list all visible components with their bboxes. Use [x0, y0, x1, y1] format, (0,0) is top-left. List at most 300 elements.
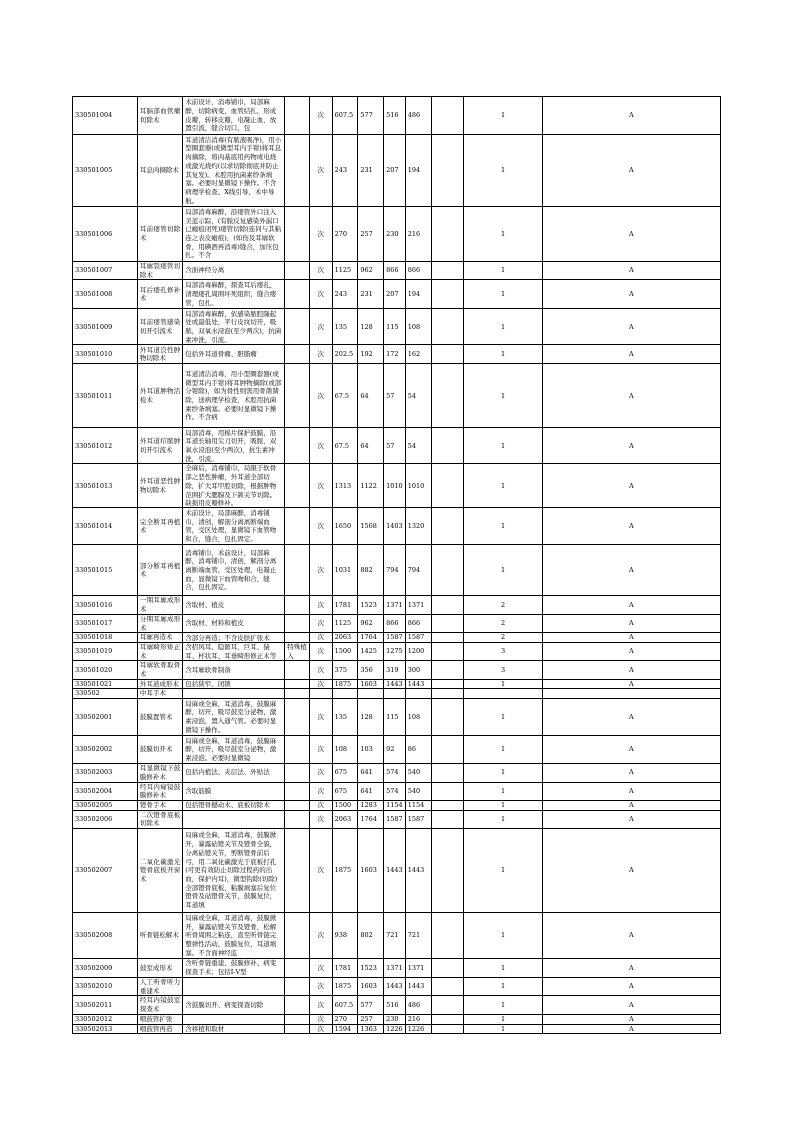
price-level-1: 1031	[332, 545, 358, 596]
item-unit: 次	[309, 829, 332, 913]
item-content	[183, 262, 285, 280]
item-unit: 次	[309, 800, 332, 810]
table-row	[73, 829, 721, 913]
pricing-class: 1	[464, 1014, 542, 1024]
item-exclusion	[285, 345, 310, 364]
item-name: 耳息肉摘除术	[137, 135, 182, 207]
item-content-text: 局部消毒，用棉片保护鼓膜，沿耳道长轴用尖刀切开，吸脓，双氧水浸泡(至少两次)，抗生素冲洗，引流。	[185, 428, 277, 463]
item-category: A	[542, 996, 720, 1014]
pricing-class: 2	[464, 633, 542, 643]
item-exclusion	[285, 782, 310, 800]
pricing-class: 1	[464, 810, 542, 828]
table-row	[73, 996, 721, 1014]
item-code: 330502001	[73, 699, 138, 736]
item-name: 部分断耳再植术	[137, 545, 182, 596]
item-content-text: 包括镫骨撼动术、底板切除术	[185, 801, 270, 810]
pricing-class: 1	[464, 959, 542, 978]
price-level-2: 128	[358, 309, 384, 345]
item-content	[183, 596, 285, 614]
price-level-4: 54	[405, 364, 432, 428]
table-row	[73, 135, 721, 207]
price-level-4: 216	[405, 207, 432, 262]
item-category: A	[542, 978, 720, 996]
item-unit: 次	[309, 978, 332, 996]
blank-cell	[432, 800, 464, 810]
item-name: 耳前瘘管切除术	[137, 207, 182, 262]
item-category: A	[542, 614, 720, 632]
price-level-1: 938	[332, 913, 358, 959]
item-code: 330502007	[73, 829, 138, 913]
price-level-4: 1587	[405, 810, 432, 828]
blank-cell	[432, 689, 464, 699]
price-level-1: 607.5	[332, 996, 358, 1014]
fee-table	[72, 96, 721, 1034]
price-level-4: 1010	[405, 464, 432, 508]
item-category: A	[542, 428, 720, 464]
price-level-4: 1443	[405, 679, 432, 689]
price-level-3: 574	[384, 782, 406, 800]
pricing-class: 1	[464, 736, 542, 764]
item-content	[183, 364, 285, 428]
price-level-2: 1568	[358, 508, 384, 545]
item-content-text: 含鼓膜切开、病变探查切除	[185, 1000, 264, 1009]
item-name: 耳脑部血管瘤切除术	[137, 97, 182, 135]
blank-cell	[432, 736, 464, 764]
price-level-1: 1500	[332, 800, 358, 810]
price-level-1: 270	[332, 207, 358, 262]
item-category: A	[542, 135, 720, 207]
price-level-4: 194	[405, 280, 432, 309]
pricing-class: 1	[464, 782, 542, 800]
item-unit: 次	[309, 309, 332, 345]
item-category: A	[542, 207, 720, 262]
blank-cell	[432, 97, 464, 135]
item-unit: 次	[309, 97, 332, 135]
price-level-4: 866	[405, 262, 432, 280]
price-level-1: 1650	[332, 508, 358, 545]
pricing-class: 2	[464, 614, 542, 632]
price-level-1: 675	[332, 764, 358, 782]
item-content	[183, 545, 285, 596]
item-unit: 次	[309, 464, 332, 508]
pricing-class: 1	[464, 262, 542, 280]
pricing-class: 1	[464, 364, 542, 428]
price-level-1: 67.5	[332, 428, 358, 464]
item-exclusion	[285, 1024, 310, 1034]
table-row	[73, 810, 721, 828]
item-category: A	[542, 1024, 720, 1034]
item-name: 经耳内镜鼓室探查术	[137, 996, 182, 1014]
item-name: 耳廓软骨取骨术	[137, 661, 182, 679]
price-level-4: 1200	[405, 642, 432, 660]
price-level-2: 231	[358, 280, 384, 309]
table-row	[73, 464, 721, 508]
item-content	[183, 699, 285, 736]
item-content-text: 术前设计，消毒铺巾，局部麻醉，切除病变，血管结扎，形成皮瓣，转移皮瓣，电凝止血，放置引流，缝合切口，包	[185, 98, 277, 133]
pricing-class: 1	[464, 135, 542, 207]
item-unit: 次	[309, 508, 332, 545]
pricing-class: 1	[464, 800, 542, 810]
price-level-1: 243	[332, 280, 358, 309]
item-category: A	[542, 508, 720, 545]
item-category	[542, 689, 720, 699]
price-level-4	[405, 689, 432, 699]
item-content	[183, 207, 285, 262]
item-exclusion	[285, 309, 310, 345]
price-level-2: 1764	[358, 633, 384, 643]
item-code: 330502005	[73, 800, 138, 810]
item-exclusion	[285, 596, 310, 614]
price-level-2: 1764	[358, 810, 384, 828]
price-level-1: 1781	[332, 596, 358, 614]
item-exclusion	[285, 679, 310, 689]
price-level-3: 57	[384, 428, 406, 464]
table-row	[73, 207, 721, 262]
item-content-text: 消毒铺巾，术前设计，局部麻醉，消毒铺巾，清创，解剖分离离断端血管，受区处理，电凝止血，显微镜下血管吻和合，缝合，包扎固定。	[185, 548, 277, 592]
blank-cell	[432, 135, 464, 207]
item-exclusion	[285, 428, 310, 464]
price-level-1: 135	[332, 699, 358, 736]
item-content-text: 含移植和取材	[185, 1025, 225, 1033]
price-level-4: 300	[405, 661, 432, 679]
item-content	[183, 633, 285, 643]
price-level-4: 486	[405, 97, 432, 135]
item-unit: 次	[309, 280, 332, 309]
item-exclusion	[285, 508, 310, 545]
price-level-1: 1313	[332, 464, 358, 508]
item-code: 330501014	[73, 508, 138, 545]
table-row	[73, 364, 721, 428]
price-level-1: 375	[332, 661, 358, 679]
pricing-class: 1	[464, 97, 542, 135]
item-unit: 次	[309, 428, 332, 464]
blank-cell	[432, 596, 464, 614]
item-unit: 次	[309, 679, 332, 689]
item-content-text: 局部消毒麻醉，探查耳后瘘孔，清理瘘孔周围坏死组织，缝合瘘管，包扎。	[185, 281, 277, 307]
blank-cell	[432, 913, 464, 959]
item-exclusion	[285, 800, 310, 810]
item-exclusion	[285, 280, 310, 309]
price-level-4: 216	[405, 1014, 432, 1024]
table-row	[73, 614, 721, 632]
item-unit: 次	[309, 810, 332, 828]
item-code: 330501021	[73, 679, 138, 689]
item-exclusion	[285, 633, 310, 643]
price-level-1: 202.5	[332, 345, 358, 364]
item-unit: 次	[309, 661, 332, 679]
item-exclusion	[285, 464, 310, 508]
item-unit: 次	[309, 642, 332, 660]
item-name: 镫骨手术	[137, 800, 182, 810]
price-level-3: 1010	[384, 464, 406, 508]
table-row	[73, 508, 721, 545]
blank-cell	[432, 810, 464, 828]
item-code: 330501012	[73, 428, 138, 464]
price-level-1: 67.5	[332, 364, 358, 428]
item-exclusion	[285, 207, 310, 262]
item-content-text: 含面神经分离	[185, 266, 225, 275]
item-content	[183, 464, 285, 508]
item-name: 耳后瘘孔修补术	[137, 280, 182, 309]
price-level-3: 1403	[384, 508, 406, 545]
item-code: 330501015	[73, 545, 138, 596]
table-row	[73, 782, 721, 800]
price-level-2: 192	[358, 345, 384, 364]
table-row	[73, 545, 721, 596]
item-unit: 次	[309, 364, 332, 428]
blank-cell	[432, 764, 464, 782]
table-row	[73, 800, 721, 810]
price-level-3: 516	[384, 97, 406, 135]
item-content-text: 含取材、植皮	[185, 600, 225, 609]
blank-cell	[432, 996, 464, 1014]
item-content-text: 含部分再造；不含皮肤扩张术	[185, 633, 270, 642]
price-level-4: 866	[405, 614, 432, 632]
pricing-class: 1	[464, 978, 542, 996]
item-code: 330501005	[73, 135, 138, 207]
table-row	[73, 596, 721, 614]
item-name: 外耳道良性肿物切除术	[137, 345, 182, 364]
table-row	[73, 642, 721, 660]
table-row	[73, 280, 721, 309]
item-content-text: 含取筋膜	[185, 786, 212, 795]
price-level-3: 516	[384, 996, 406, 1014]
pricing-class: 1	[464, 545, 542, 596]
item-content	[183, 661, 285, 679]
price-level-3: 230	[384, 1014, 406, 1024]
table-row	[73, 661, 721, 679]
price-level-2: 1523	[358, 596, 384, 614]
table-row	[73, 978, 721, 996]
item-category: A	[542, 800, 720, 810]
price-level-1: 607.5	[332, 97, 358, 135]
price-level-2	[358, 689, 384, 699]
item-content	[183, 642, 285, 660]
pricing-class: 1	[464, 464, 542, 508]
price-level-1: 1125	[332, 262, 358, 280]
price-level-2: 1283	[358, 800, 384, 810]
item-exclusion	[285, 689, 310, 699]
pricing-class: 1	[464, 345, 542, 364]
item-code: 330501006	[73, 207, 138, 262]
price-level-4: 108	[405, 699, 432, 736]
price-level-3: 319	[384, 661, 406, 679]
item-name: 耳廓再造术	[137, 633, 182, 643]
item-content-text: 耳道清洁消毒(有脓液吸净)，用小型圈套器(或微型耳内手钳)将耳息肉摘除，将肉基底用药物或电烧或激光烧灼(以求切除彻底并防止其复发)。术腔用抗菌素纱条填塞。必要时显微镜下操作。不含病理学检查、X线引导、术中导航。	[185, 135, 282, 205]
blank-cell	[432, 614, 464, 632]
pricing-class: 2	[464, 596, 542, 614]
item-name: 咽鼓管扩张	[137, 1014, 182, 1024]
pricing-class	[464, 689, 542, 699]
item-content	[183, 959, 285, 978]
item-unit: 次	[309, 959, 332, 978]
price-level-2: 103	[358, 736, 384, 764]
item-category: A	[542, 642, 720, 660]
item-exclusion	[285, 97, 310, 135]
item-content	[183, 97, 285, 135]
item-content	[183, 800, 285, 810]
item-category: A	[542, 959, 720, 978]
price-level-2: 882	[358, 545, 384, 596]
item-code: 330502012	[73, 1014, 138, 1024]
item-exclusion	[285, 978, 310, 996]
price-level-4: 794	[405, 545, 432, 596]
table-row	[73, 699, 721, 736]
item-name: 外耳道疖脓肿切开引流术	[137, 428, 182, 464]
item-content-text: 局部消毒麻醉，沿瘘管外口注入美蓝示踪，(有脓反复感染外漏口已瘢痕闭死)瘘管切除(连同与其粘连之表皮瘢痕)，(如伤及耳廓软骨，用碘酒再消毒)缝合，加压包扎。不含	[185, 207, 282, 260]
item-code: 330502010	[73, 978, 138, 996]
item-unit: 次	[309, 996, 332, 1014]
price-level-3: 574	[384, 764, 406, 782]
item-name: 外耳道成形术	[137, 679, 182, 689]
price-level-3: 1275	[384, 642, 406, 660]
item-exclusion	[285, 135, 310, 207]
item-code: 330501020	[73, 661, 138, 679]
item-content	[183, 135, 285, 207]
item-category: A	[542, 464, 720, 508]
item-exclusion	[285, 545, 310, 596]
price-level-2: 577	[358, 996, 384, 1014]
item-content	[183, 508, 285, 545]
table-row	[73, 1014, 721, 1024]
item-name: 经耳内窥镜鼓膜修补术	[137, 782, 182, 800]
pricing-class: 1	[464, 309, 542, 345]
price-level-4: 1320	[405, 508, 432, 545]
price-level-3: 1587	[384, 810, 406, 828]
item-unit: 次	[309, 1014, 332, 1024]
item-code: 330502004	[73, 782, 138, 800]
price-level-2: 1603	[358, 829, 384, 913]
item-content-text: 含耳廓软骨制备	[185, 665, 231, 674]
price-level-2: 962	[358, 614, 384, 632]
item-content	[183, 736, 285, 764]
item-exclusion	[285, 364, 310, 428]
item-content	[183, 679, 285, 689]
blank-cell	[432, 679, 464, 689]
item-exclusion	[285, 996, 310, 1014]
item-content	[183, 1014, 285, 1024]
item-unit: 次	[309, 614, 332, 632]
pricing-class: 3	[464, 661, 542, 679]
price-level-2: 1523	[358, 959, 384, 978]
table-row	[73, 309, 721, 345]
blank-cell	[432, 545, 464, 596]
item-content-text: 含招风耳、隐匿耳、巨耳、猿耳、杯状耳、耳垂畸形修正术等	[185, 643, 277, 660]
blank-cell	[432, 364, 464, 428]
item-unit: 次	[309, 699, 332, 736]
table-row	[73, 913, 721, 959]
price-level-2: 1363	[358, 1024, 384, 1034]
item-code: 330501016	[73, 596, 138, 614]
price-level-4: 540	[405, 782, 432, 800]
item-code: 330501019	[73, 642, 138, 660]
item-name: 鼓膜切开术	[137, 736, 182, 764]
item-content	[183, 913, 285, 959]
item-name: 咽鼓管再造	[137, 1024, 182, 1034]
item-unit: 次	[309, 345, 332, 364]
table-row	[73, 736, 721, 764]
item-content	[183, 810, 285, 828]
price-level-2: 64	[358, 364, 384, 428]
price-level-4: 162	[405, 345, 432, 364]
price-level-3: 115	[384, 699, 406, 736]
price-level-3: 794	[384, 545, 406, 596]
price-level-3: 1371	[384, 596, 406, 614]
price-level-3: 115	[384, 309, 406, 345]
price-level-3: 1226	[384, 1024, 406, 1034]
item-name: 耳廓裂瘘管切除术	[137, 262, 182, 280]
price-level-1: 1781	[332, 959, 358, 978]
price-level-4: 108	[405, 309, 432, 345]
blank-cell	[432, 829, 464, 913]
price-level-4: 1587	[405, 633, 432, 643]
item-category: A	[542, 782, 720, 800]
item-exclusion	[285, 764, 310, 782]
item-content	[183, 428, 285, 464]
item-unit: 次	[309, 596, 332, 614]
blank-cell	[432, 508, 464, 545]
item-name: 鼓室成形术	[137, 959, 182, 978]
item-exclusion	[285, 661, 310, 679]
blank-cell	[432, 309, 464, 345]
price-level-1: 1125	[332, 614, 358, 632]
price-level-1: 1500	[332, 642, 358, 660]
item-exclusion: 特殊植入	[285, 642, 310, 660]
item-code: 330502	[73, 689, 138, 699]
item-content	[183, 1024, 285, 1034]
item-content	[183, 280, 285, 309]
price-level-2: 577	[358, 97, 384, 135]
item-unit: 次	[309, 545, 332, 596]
item-code: 330501007	[73, 262, 138, 280]
price-level-1: 1875	[332, 679, 358, 689]
blank-cell	[432, 262, 464, 280]
table-row	[73, 764, 721, 782]
pricing-class: 1	[464, 508, 542, 545]
item-category: A	[542, 280, 720, 309]
item-content-text: 全麻后，消毒铺巾，局限于软骨部之恶性肿瘤，外耳道全部切除，扩大耳甲腔切除，根据肿物范围扩大腮腺及下颌关节切除。缺损用皮瓣修补。	[185, 464, 277, 508]
price-level-3: 1587	[384, 633, 406, 643]
item-content-text: 局麻或全麻，耳道消毒，鼓膜麻醉，切开，吸尽鼓室分泌物，激素浸泡。必要时显微镜	[185, 736, 277, 762]
price-level-4: 540	[405, 764, 432, 782]
item-content-text: 局部消毒麻醉，依感染脓腔隆起处或最低处，平行皮纹切开，吸脓，双氧水浸泡(至少两次)，抗菌素冲洗，引流。	[185, 309, 282, 344]
blank-cell	[432, 661, 464, 679]
item-name: 听骨链松解术	[137, 913, 182, 959]
price-level-1: 1875	[332, 829, 358, 913]
price-level-3: 866	[384, 614, 406, 632]
item-category: A	[542, 679, 720, 689]
price-level-4: 486	[405, 996, 432, 1014]
item-exclusion	[285, 913, 310, 959]
price-level-3: 1371	[384, 959, 406, 978]
item-code: 330502011	[73, 996, 138, 1014]
item-content-text: 耳道清洁消毒，用小型圈套器(或微型耳内手钳)将耳肿物摘除(或部分钳除)，如为骨性则需用骨凿凿除，送病理学检查，术腔用抗菌素纱条填塞。必要时显微镜下操作。不含病	[185, 369, 282, 422]
price-level-2: 257	[358, 1014, 384, 1024]
price-level-1: 2063	[332, 633, 358, 643]
blank-cell	[432, 978, 464, 996]
blank-cell	[432, 1024, 464, 1034]
price-level-2: 802	[358, 913, 384, 959]
item-name: 分期耳廓成形术	[137, 614, 182, 632]
item-category: A	[542, 97, 720, 135]
table-row	[73, 262, 721, 280]
price-level-4: 54	[405, 428, 432, 464]
item-content	[183, 309, 285, 345]
item-content-text: 含取材、材料和植皮	[185, 619, 244, 628]
item-name: 二次镫骨底板切除术	[137, 810, 182, 828]
pricing-class: 3	[464, 642, 542, 660]
price-level-3	[384, 689, 406, 699]
